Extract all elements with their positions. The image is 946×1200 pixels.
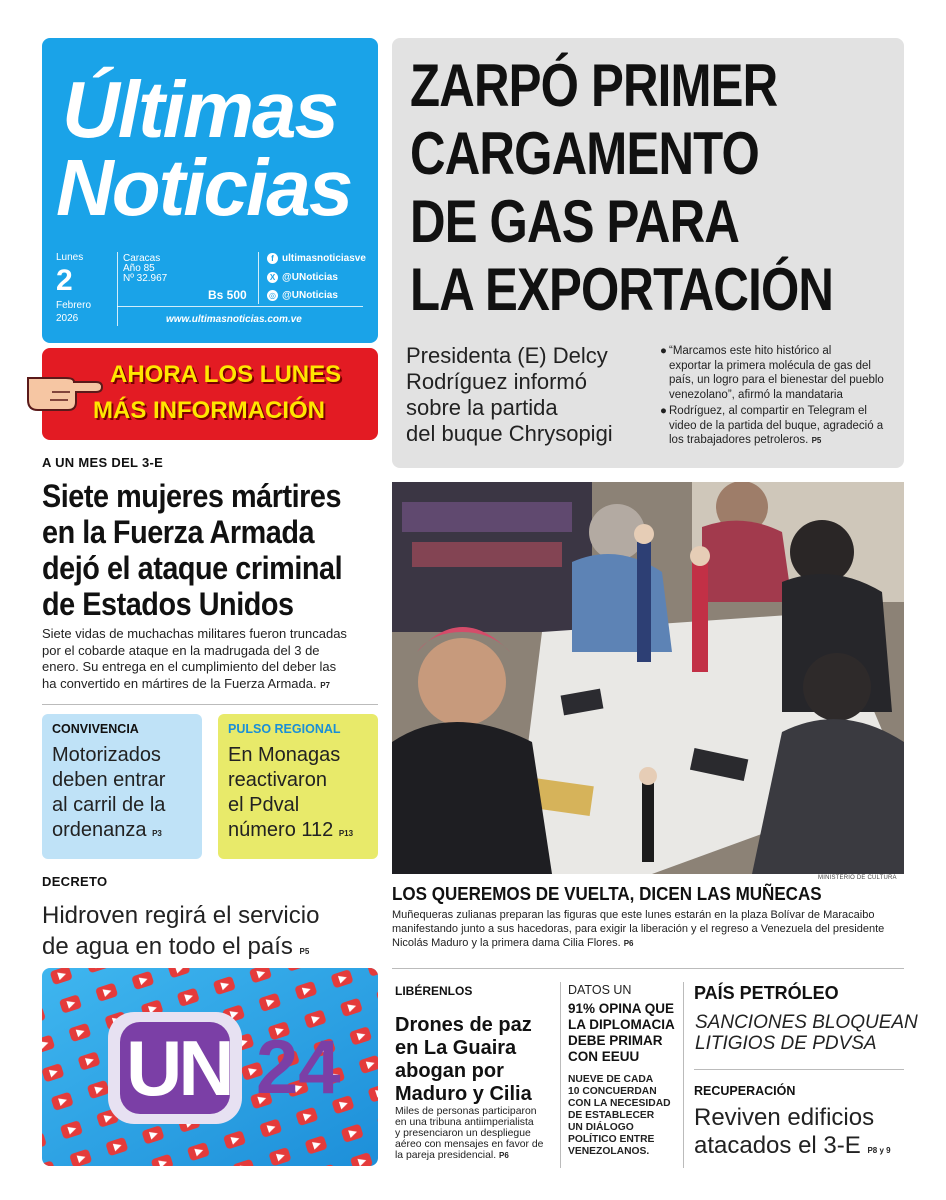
story-kicker: PAÍS PETRÓLEO — [694, 983, 839, 1003]
un24-number: 24 — [256, 1025, 341, 1110]
price: Bs 500 — [208, 288, 247, 302]
facebook-handle: ultimasnoticiasve — [282, 253, 366, 264]
instagram-handle: @UNoticias — [282, 290, 338, 301]
day-number: 2 — [56, 264, 73, 297]
box-kicker: CONVIVENCIA — [52, 722, 139, 736]
box-pulso-regional[interactable] — [218, 714, 378, 859]
photo-credit: MINISTERIO DE CULTURA — [818, 875, 897, 881]
divider — [694, 1069, 904, 1070]
divider — [392, 968, 904, 969]
main-photo[interactable] — [392, 482, 904, 874]
bullet-dot-icon: ● — [660, 405, 667, 417]
box-title: En Monagas reactivaron el Pdval número 112 P13 — [228, 744, 354, 841]
x-handle: @UNoticias — [282, 272, 338, 283]
doll-makers-photo — [392, 482, 904, 874]
website-link[interactable]: www.ultimasnoticias.com.ve — [166, 314, 302, 325]
story-drones-title[interactable]: Drones de paz en La Guaira abogan por Maduro y Cilia — [395, 1014, 532, 1105]
story-mujeres-title[interactable]: Siete mujeres mártires en la Fuerza Armada dejó el ataque criminal de Estados Unidos — [42, 478, 343, 622]
lead-headline[interactable]: ZARPÓ PRIMER CARGAMENTO DE GAS PARA LA EXPORTACIÓN — [410, 52, 834, 323]
story-datos-title[interactable]: 91% OPINA QUE LA DIPLOMACIA DEBE PRIMAR CON EEUU — [568, 1001, 675, 1064]
pointing-hand-icon — [24, 362, 104, 414]
lead-bullet-1: ● “Marcamos este hito histórico al exportar la primera molécula de gas del país, un logro para el bienestar del pueblo venezolano”, afirmó la mandataria — [660, 345, 884, 401]
city: Caracas — [123, 253, 161, 264]
story-hidroven-title[interactable]: Hidroven regirá el servicio de agua en todo el país P5 — [42, 902, 320, 960]
story-datos-body: NUEVE DE CADA 10 CONCUERDAN CON LA NECESIDAD DE ESTABLECER UN DIÁLOGO POLÍTICO ENTRE VENEZOLANOS. — [568, 1074, 671, 1157]
masthead-divider — [117, 252, 118, 326]
story-mujeres-body: Siete vidas de muchachas militares fueron truncadas por el cobarde ataque en la madrugada del 3 de enero. Su entrega en el cumplimiento del deber las ha convertido en mártires de la Fuerza Armada. P7 — [42, 626, 347, 691]
bullet-dot-icon: ● — [660, 345, 667, 357]
story-petroleo-title[interactable]: SANCIONES BLOQUEAN LITIGIOS DE PDVSA — [695, 1012, 918, 1054]
box-kicker: PULSO REGIONAL — [228, 722, 341, 736]
lead-bullet-2: ● Rodríguez, al compartir en Telegram el video de la partida del buque, agradeció a los trabajadores petroleros. P5 — [660, 405, 884, 446]
box-convivencia[interactable] — [42, 714, 202, 859]
story-recuperacion-title[interactable]: Reviven edificios atacados el 3-E P8 y 9 — [694, 1104, 891, 1159]
facebook-icon: f — [267, 253, 278, 264]
edition-number: Nº 32.967 — [123, 273, 168, 284]
story-kicker: LIBÉRENLOS — [395, 984, 473, 998]
month: Febrero — [56, 300, 92, 311]
column-divider — [560, 982, 561, 1168]
divider — [42, 704, 378, 705]
x-icon: X — [267, 272, 278, 283]
promo-line-2: MÁS INFORMACIÓN — [93, 397, 325, 424]
story-kicker: DATOS UN — [568, 983, 632, 997]
un24-logo-text: UN — [126, 1024, 231, 1112]
lead-deck: Presidenta (E) Delcy Rodríguez informó sobre la partida del buque Chrysopigi — [406, 343, 613, 446]
masthead-divider — [258, 252, 259, 304]
photo-caption-title[interactable]: LOS QUEREMOS DE VUELTA, DICEN LAS MUÑECAS — [392, 883, 822, 904]
photo-caption-body: Muñequeras zulianas preparan las figuras que este lunes estarán en la plaza Bolívar de Maracaibo manifestando junto a sus hacedoras, para exigir la liberación y el regreso a Venezuela del presidente Nicolás Maduro y la primera dama Cilia Flores. P6 — [392, 909, 885, 949]
column-divider — [683, 982, 684, 1168]
box-title: Motorizados deben entrar al carril de la ordenanza P3 — [52, 744, 166, 841]
story-kicker: A UN MES DEL 3-E — [42, 455, 164, 470]
weekday: Lunes — [56, 252, 84, 263]
story-kicker: DECRETO — [42, 874, 108, 889]
masthead-divider — [117, 306, 363, 307]
year: 2026 — [56, 313, 79, 324]
logo-line-2: Noticias — [56, 143, 352, 232]
story-drones-body: Miles de personas participaron en una tribuna antiimperialista y presenciaron un despliegue aéreo con mensajes en favor de la pareja presidencial. P6 — [395, 1106, 544, 1161]
edition-year: Año 85 — [123, 263, 155, 274]
story-kicker: RECUPERACIÓN — [694, 1084, 796, 1098]
instagram-icon: ◎ — [267, 290, 278, 301]
promo-line-1: AHORA LOS LUNES — [110, 361, 342, 388]
logo-line-1: Últimas — [62, 65, 337, 154]
